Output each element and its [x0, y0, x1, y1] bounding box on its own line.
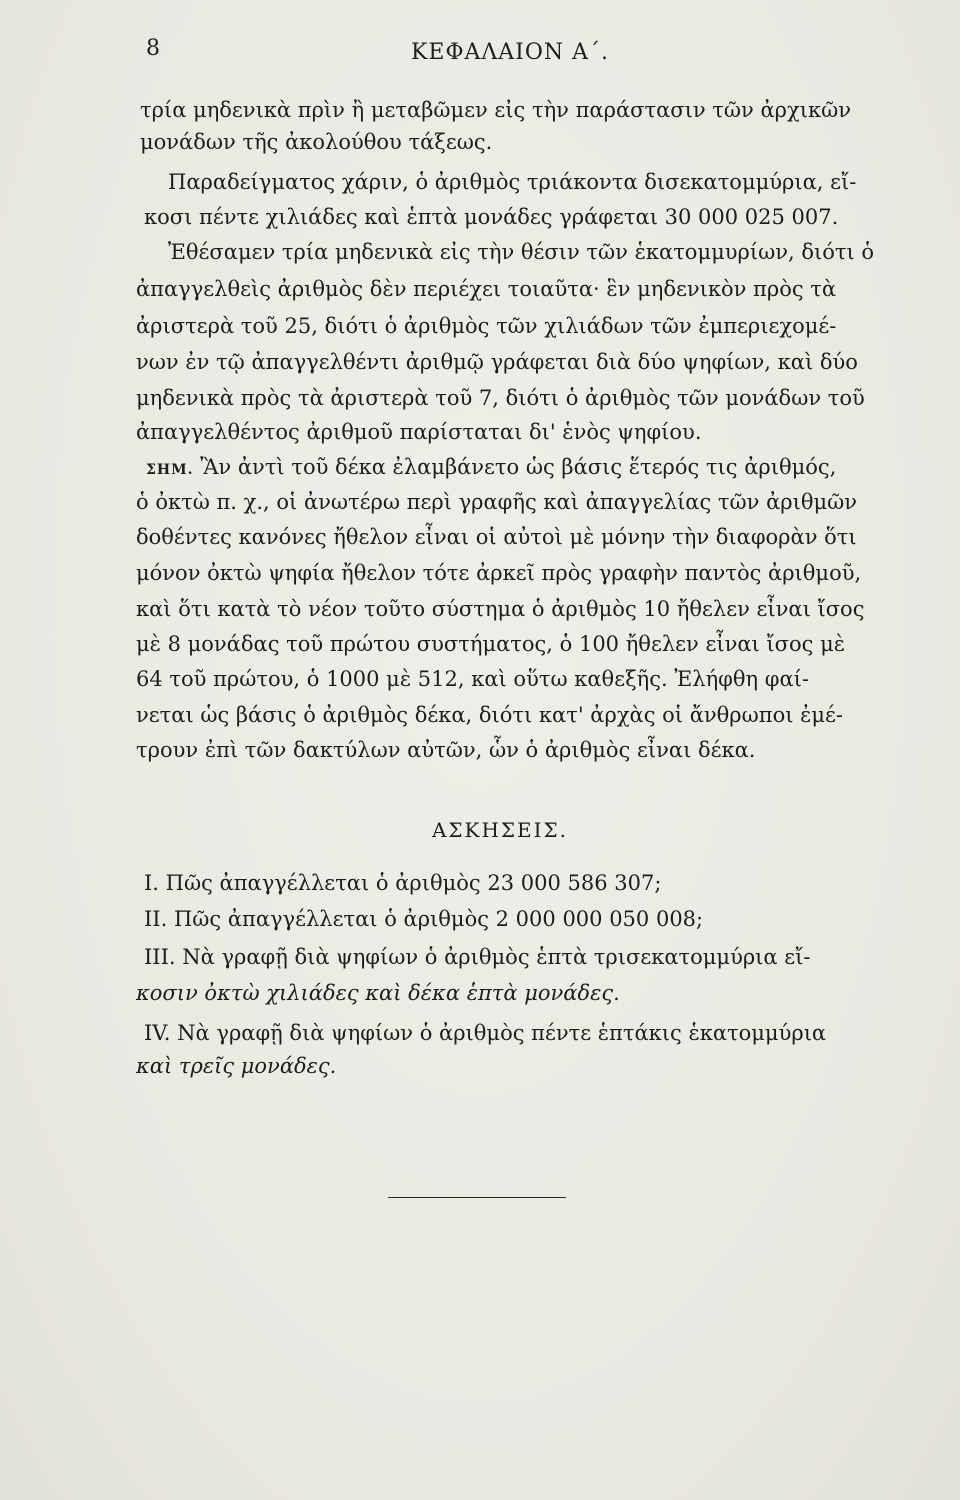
text-line: ἀριστερὰ τοῦ 25, διότι ὁ ἀριθμὸς τῶν χιλιάδων τῶν ἐμπεριεχομέ- [136, 314, 837, 338]
text-line: νων ἐν τῷ ἀπαγγελθέντι ἀριθμῷ γράφεται διὰ δύο ψηφίων, καὶ δύο [136, 350, 858, 374]
exercise-number: I. [144, 871, 159, 895]
running-title: ΚΕΦΑΛΑΙΟΝ Α΄. [410, 40, 610, 65]
exercise-text-line: Νὰ γραφῇ διὰ ψηφίων ὁ ἀριθμὸς ἑπτὰ τρισεκατομμύρια εἴ- [182, 945, 811, 969]
closing-rule [388, 1197, 566, 1198]
text-line: δοθέντες κανόνες ἤθελον εἶναι οἱ αὐτοὶ μὲ μόνην τὴν διαφορὰν ὅτι [136, 525, 857, 549]
exercise-item-3 [144, 942, 811, 972]
note-text: Ἂν ἀντὶ τοῦ δέκα ἐλαμβάνετο ὡς βάσις ἕτερός τις ἀριθμός, [200, 455, 837, 479]
exercise-number: III. [144, 945, 176, 969]
exercise-item-1 [144, 868, 661, 898]
text-line: μόνον ὀκτὼ ψηφία ἤθελον τότε ἀρκεῖ πρὸς γραφὴν παντὸς ἀριθμοῦ, [136, 561, 862, 585]
note-line-first [146, 452, 836, 485]
text-line: τρουν ἐπὶ τῶν δακτύλων αὐτῶν, ὧν ὁ ἀριθμὸς εἶναι δέκα. [136, 738, 756, 762]
exercise-text [182, 945, 810, 969]
exercise-item-4 [144, 1018, 826, 1048]
exercise-continuation: κοσιν ὀκτὼ χιλιάδες καὶ δέκα ἑπτὰ μονάδες. [136, 981, 620, 1005]
exercise-text: Πῶς ἀπαγγέλλεται ὁ ἀριθμὸς 23 000 586 307; [165, 871, 662, 895]
text-line: νεται ὡς βάσις ὁ ἀριθμὸς δέκα, διότι κατ' ἀρχὰς οἱ ἄνθρωποι ἐμέ- [136, 703, 844, 727]
exercise-number: II. [144, 907, 168, 931]
exercises-title: ΑΣΚΗΣΕΙΣ. [431, 818, 569, 842]
exercise-continuation: καὶ τρεῖς μονάδες. [136, 1054, 337, 1078]
page-number: 8 [146, 36, 160, 61]
exercise-text-line: Νὰ γραφῇ διὰ ψηφίων ὁ ἀριθμὸς πέντε ἑπτάκις ἑκατομμύρια [177, 1021, 827, 1045]
text-line: Παραδείγματος χάριν, ὁ ἀριθμὸς τριάκοντα δισεκατομμύρια, εἴ- [168, 170, 857, 194]
text-line: ἀπαγγελθέντος ἀριθμοῦ παρίσταται δι' ἑνὸς ψηφίου. [136, 420, 702, 444]
text-line: Ἐθέσαμεν τρία μηδενικὰ εἰς τὴν θέσιν τῶν ἑκατομμυρίων, διότι ὁ [168, 240, 875, 264]
text-line: μὲ 8 μονάδας τοῦ πρώτου συστήματος, ὁ 100 ἤθελεν εἶναι ἴσος μὲ [136, 632, 845, 656]
exercise-item-2 [144, 904, 703, 934]
text-line: κοσι πέντε χιλιάδες καὶ ἑπτὰ μονάδες γράφεται 30 000 025 007. [144, 205, 839, 229]
text-line: καὶ ὅτι κατὰ τὸ νέον τοῦτο σύστημα ὁ ἀριθμὸς 10 ἤθελεν εἶναι ἴσος [136, 597, 865, 621]
note-label: ΣΗΜ. [146, 462, 194, 478]
exercise-text: Πῶς ἀπαγγέλλεται ὁ ἀριθμὸς 2 000 000 050 008; [173, 907, 704, 931]
text-line: ὁ ὀκτὼ π. χ., οἱ ἀνωτέρω περὶ γραφῆς καὶ ἀπαγγελίας τῶν ἀριθμῶν [136, 490, 858, 514]
text-line: τρία μηδενικὰ πρὶν ἢ μεταβῶμεν εἰς τὴν παράστασιν τῶν ἀρχικῶν [140, 98, 851, 122]
text-line: μονάδων τῆς ἀκολούθου τάξεως. [140, 130, 493, 154]
text-line: μηδενικὰ πρὸς τὰ ἀριστερὰ τοῦ 7, διότι ὁ ἀριθμὸς τῶν μονάδων τοῦ [136, 386, 865, 410]
exercise-number: IV. [144, 1021, 171, 1045]
text-line: ἀπαγγελθεὶς ἀριθμὸς δὲν περιέχει τοιαῦτα· ἓν μηδενικὸν πρὸς τὰ [136, 277, 837, 301]
text-line: 64 τοῦ πρώτου, ὁ 1000 μὲ 512, καὶ οὕτω καθεξῆς. Ἐλήφθη φαί- [136, 667, 809, 691]
